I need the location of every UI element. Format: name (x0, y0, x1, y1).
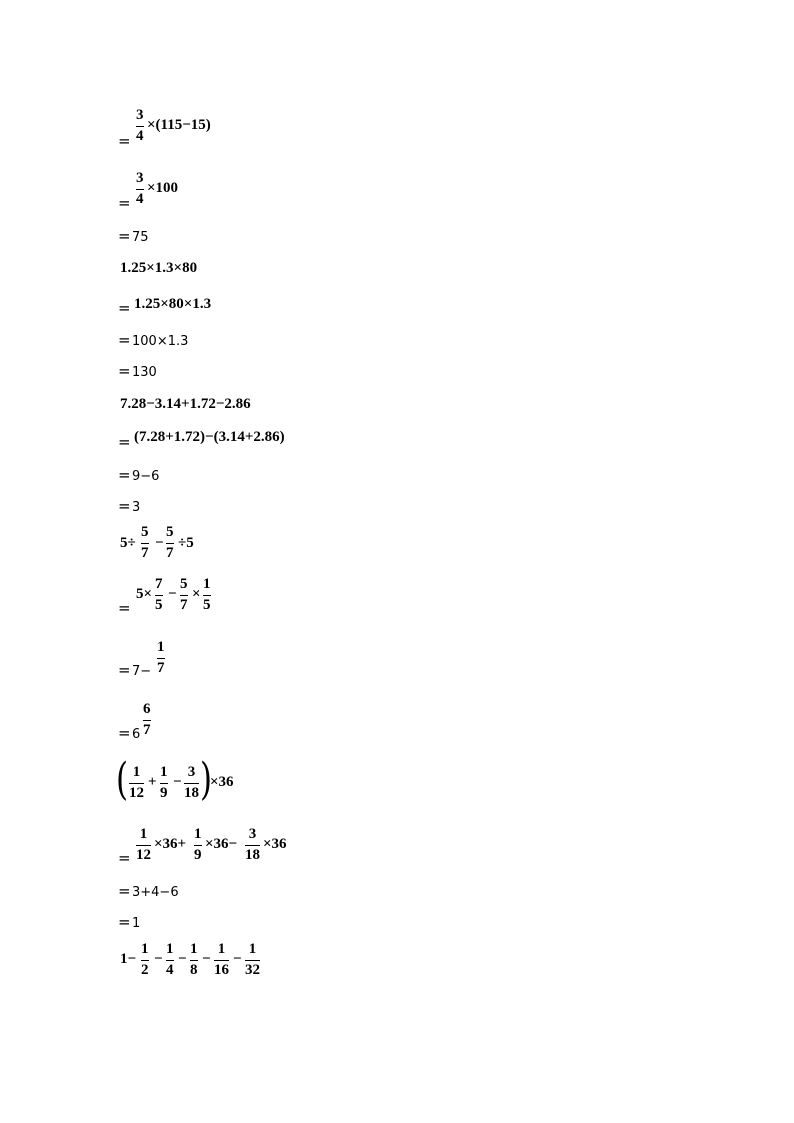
equals-sign: = (118, 724, 131, 742)
equals-sign: = (118, 849, 131, 867)
denominator: 7 (166, 545, 174, 561)
fraction (194, 826, 202, 864)
equals-sign: = (118, 882, 131, 900)
equals-sign: = (118, 466, 131, 484)
fraction (136, 107, 144, 145)
denominator: 4 (136, 191, 144, 207)
numerator: 3 (187, 764, 196, 780)
left-parenthesis: ( (116, 754, 129, 805)
operator: − (155, 535, 164, 551)
fraction (166, 524, 174, 562)
result-text: 130 (132, 365, 157, 380)
denominator: 2 (141, 962, 149, 978)
expression-text: 1− (120, 951, 137, 967)
operator: − (168, 586, 177, 602)
numerator: 1 (194, 826, 202, 842)
numerator: 3 (248, 826, 257, 842)
denominator: 7 (157, 660, 165, 676)
expression-text: 5÷ (120, 535, 136, 551)
denominator: 18 (245, 847, 260, 863)
denominator: 12 (136, 847, 151, 863)
fraction (190, 941, 198, 979)
result-text: 3+4−6 (132, 885, 179, 900)
denominator: 4 (166, 962, 174, 978)
equals-sign: = (118, 331, 131, 349)
denominator: 18 (184, 785, 199, 801)
fraction (166, 941, 174, 979)
operator: − (173, 774, 182, 790)
fraction (136, 170, 144, 208)
numerator: 1 (248, 941, 257, 957)
fraction (136, 826, 151, 864)
result-text: 75 (132, 230, 149, 245)
denominator: 8 (190, 962, 198, 978)
denominator: 7 (143, 722, 151, 738)
expression-text: 5× (136, 586, 153, 602)
expression-text: ×(115−15) (147, 117, 211, 133)
numerator: 1 (217, 941, 226, 957)
denominator: 9 (194, 847, 202, 863)
expression-text: ×100 (147, 180, 179, 196)
denominator: 32 (245, 962, 260, 978)
denominator: 9 (160, 785, 168, 801)
fraction (157, 639, 165, 677)
numerator: 5 (180, 576, 188, 592)
fraction (245, 826, 260, 864)
numerator: 5 (141, 524, 149, 540)
equals-sign: = (118, 227, 131, 245)
fraction (180, 576, 188, 614)
expression-text: 6 (132, 727, 141, 742)
operator: + (148, 774, 157, 790)
result-text: 3 (132, 500, 141, 515)
denominator: 12 (129, 785, 144, 801)
equals-sign: = (118, 913, 131, 931)
numerator: 1 (139, 826, 148, 842)
numerator: 6 (143, 701, 151, 717)
operator: − (202, 951, 211, 967)
operator: − (154, 951, 163, 967)
problem-2: 1.25×1.3×80 (120, 260, 198, 276)
numerator: 1 (141, 941, 149, 957)
expression-text: ×36+ (154, 836, 187, 852)
equals-sign: = (118, 661, 131, 679)
numerator: 1 (190, 941, 198, 957)
fraction (141, 941, 149, 979)
equals-sign: = (118, 433, 131, 451)
result-text: 9−6 (132, 469, 160, 484)
denominator: 7 (180, 597, 188, 613)
expression-text: (7.28+1.72)−(3.14+2.86) (134, 429, 285, 445)
equals-sign: = (118, 299, 131, 317)
problem-3: 7.28−3.14+1.72−2.86 (120, 396, 251, 412)
numerator: 1 (166, 941, 174, 957)
fraction (203, 576, 211, 614)
operator: − (233, 951, 242, 967)
numerator: 1 (157, 639, 165, 655)
numerator: 3 (136, 107, 144, 123)
fraction (184, 764, 199, 802)
fraction (245, 941, 260, 979)
expression-text: ×36− (205, 836, 238, 852)
equals-sign: = (118, 132, 131, 150)
numerator: 7 (155, 576, 163, 592)
numerator: 5 (166, 524, 174, 540)
right-parenthesis: ) (200, 754, 213, 805)
fraction (160, 764, 168, 802)
equals-sign: = (118, 362, 131, 380)
numerator: 1 (203, 576, 211, 592)
denominator: 16 (214, 962, 229, 978)
expression-text: 1.25×80×1.3 (134, 296, 212, 312)
fraction (143, 701, 151, 739)
numerator: 1 (160, 764, 168, 780)
result-text: 1 (132, 916, 141, 931)
fraction (129, 764, 144, 802)
operator: − (178, 951, 187, 967)
expression-text: ×36 (263, 836, 287, 852)
numerator: 1 (132, 764, 141, 780)
denominator: 5 (203, 597, 211, 613)
denominator: 5 (155, 597, 163, 613)
denominator: 7 (141, 545, 149, 561)
fraction (141, 524, 149, 562)
denominator: 4 (136, 128, 144, 144)
equals-sign: = (118, 497, 131, 515)
result-text: 100×1.3 (132, 334, 189, 349)
expression-text: 7− (132, 664, 152, 679)
fraction (214, 941, 229, 979)
equals-sign: = (118, 599, 131, 617)
fraction (155, 576, 163, 614)
expression-text: ÷5 (178, 535, 194, 551)
expression-text: ×36 (210, 774, 234, 790)
operator: × (192, 586, 201, 602)
numerator: 3 (136, 170, 144, 186)
equals-sign: = (118, 194, 131, 212)
